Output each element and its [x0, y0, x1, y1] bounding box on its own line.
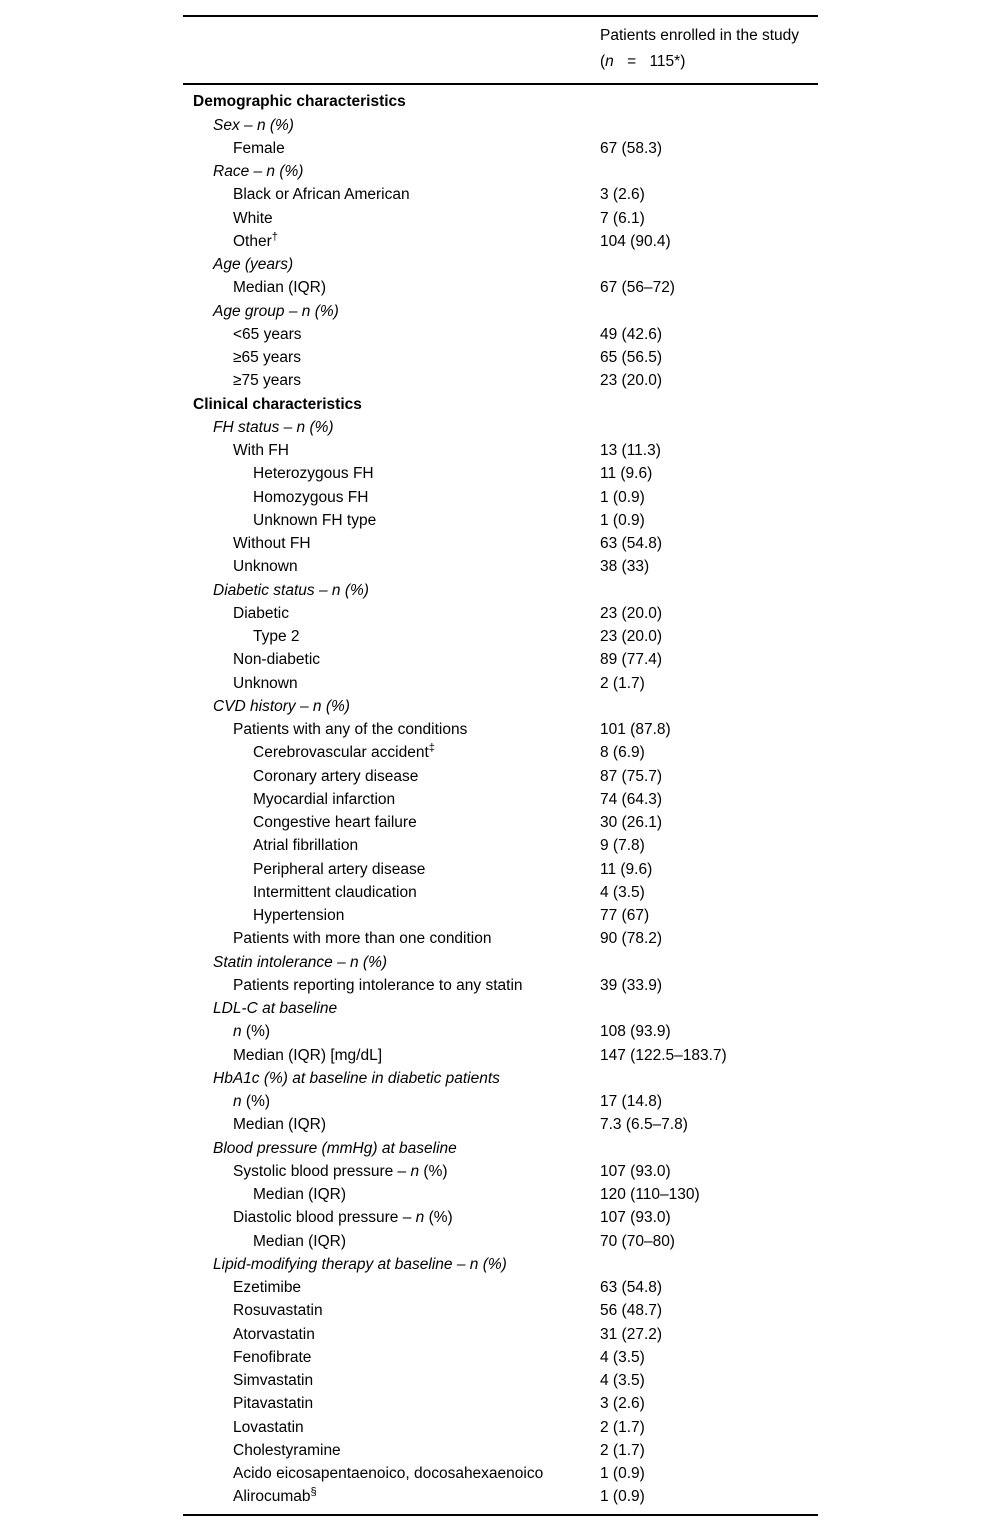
row-value: 65 (56.5) — [600, 349, 663, 367]
table-row — [183, 858, 818, 881]
table-row — [183, 997, 818, 1020]
row-label: HbA1c (%) at baseline in diabetic patients — [213, 1069, 500, 1087]
table-row — [183, 486, 818, 509]
row-label: n (%) — [233, 1093, 271, 1111]
row-label: Median (IQR) — [253, 1186, 347, 1204]
row-label: Median (IQR) — [233, 279, 327, 297]
row-value: 9 (7.8) — [600, 837, 645, 855]
row-value: 56 (48.7) — [600, 1302, 663, 1320]
row-label: Cholestyramine — [233, 1441, 341, 1459]
row-value: 2 (1.7) — [600, 1418, 645, 1436]
table-row — [183, 718, 818, 741]
row-label: Homozygous FH — [253, 488, 369, 506]
row-label: Pitavastatin — [233, 1395, 314, 1413]
row-value: 2 (1.7) — [600, 674, 645, 692]
row-value: 87 (75.7) — [600, 767, 663, 785]
table-row — [183, 90, 818, 113]
table-row — [183, 1276, 818, 1299]
row-value: 101 (87.8) — [600, 721, 671, 739]
table-row — [183, 765, 818, 788]
row-label: Cerebrovascular accident‡ — [253, 742, 435, 762]
baseline-characteristics-table — [183, 15, 818, 1516]
row-value: 13 (11.3) — [600, 442, 661, 460]
table-row — [183, 532, 818, 555]
row-label: Race – n (%) — [213, 163, 304, 181]
table-row — [183, 1439, 818, 1462]
row-label: Atrial fibrillation — [253, 837, 359, 855]
table-row — [183, 276, 818, 299]
row-label: Intermittent claudication — [253, 883, 417, 901]
row-label: Fenofibrate — [233, 1348, 312, 1366]
table-row — [183, 1020, 818, 1043]
row-value: 107 (93.0) — [600, 1209, 671, 1227]
row-label: Median (IQR) — [253, 1232, 347, 1250]
row-label: Myocardial infarction — [253, 790, 396, 808]
table-row — [183, 1323, 818, 1346]
row-label: Without FH — [233, 535, 311, 553]
row-label: Clinical characteristics — [193, 395, 362, 413]
row-label: Acido eicosapentaenoico, docosahexaenoico — [233, 1465, 544, 1483]
row-value: 107 (93.0) — [600, 1162, 671, 1180]
row-label: White — [233, 209, 273, 227]
table-row — [183, 509, 818, 532]
row-value: 38 (33) — [600, 558, 650, 576]
row-value: 4 (3.5) — [600, 883, 645, 901]
row-label: Diabetic status – n (%) — [213, 581, 369, 599]
table-row — [183, 602, 818, 625]
row-value: 67 (56–72) — [600, 279, 675, 297]
table-body — [183, 85, 818, 1513]
row-value: 4 (3.5) — [600, 1372, 645, 1390]
row-label: Unknown — [233, 674, 298, 692]
row-value: 67 (58.3) — [600, 139, 663, 157]
row-value: 23 (20.0) — [600, 372, 663, 390]
row-value: 23 (20.0) — [600, 604, 663, 622]
row-label: Peripheral artery disease — [253, 860, 426, 878]
row-value: 108 (93.9) — [600, 1023, 671, 1041]
row-value: 89 (77.4) — [600, 651, 663, 669]
row-value: 3 (2.6) — [600, 186, 645, 204]
table-row — [183, 1485, 818, 1508]
row-label: Sex – n (%) — [213, 116, 294, 134]
table-row — [183, 160, 818, 183]
row-label: Rosuvastatin — [233, 1302, 323, 1320]
table-row — [183, 788, 818, 811]
row-label: Black or African American — [233, 186, 410, 204]
row-value: 11 (9.6) — [600, 465, 653, 483]
table-row — [183, 1044, 818, 1067]
row-value: 1 (0.9) — [600, 511, 645, 529]
row-label: Ezetimibe — [233, 1279, 302, 1297]
table-row — [183, 416, 818, 439]
table-row — [183, 648, 818, 671]
row-value: 74 (64.3) — [600, 790, 663, 808]
row-label: Atorvastatin — [233, 1325, 315, 1343]
row-label: Diabetic — [233, 604, 289, 622]
row-label: Patients reporting intolerance to any statin — [233, 976, 523, 994]
row-value: 3 (2.6) — [600, 1395, 645, 1413]
table-row — [183, 672, 818, 695]
row-value: 7.3 (6.5–7.8) — [600, 1116, 688, 1134]
row-value: 8 (6.9) — [600, 744, 645, 762]
table-column-header — [183, 17, 818, 83]
table-row — [183, 1299, 818, 1322]
row-label: FH status – n (%) — [213, 418, 334, 436]
row-label: Hypertension — [253, 907, 345, 925]
table-row — [183, 114, 818, 137]
row-value: 1 (0.9) — [600, 1465, 645, 1483]
row-label: Statin intolerance – n (%) — [213, 953, 388, 971]
row-value: 70 (70–80) — [600, 1232, 675, 1250]
row-label: n (%) — [233, 1023, 271, 1041]
row-label: Demographic characteristics — [193, 93, 406, 111]
row-label: ≥75 years — [233, 372, 301, 390]
row-value: 63 (54.8) — [600, 535, 663, 553]
row-label: Alirocumab§ — [233, 1486, 317, 1506]
row-label: Female — [233, 139, 285, 157]
row-label: Other† — [233, 230, 278, 250]
row-label: Congestive heart failure — [253, 814, 417, 832]
row-value: 23 (20.0) — [600, 628, 663, 646]
table-row — [183, 1416, 818, 1439]
row-label: Non-diabetic — [233, 651, 321, 669]
table-row — [183, 951, 818, 974]
row-label: Median (IQR) — [233, 1116, 327, 1134]
row-label: Median (IQR) [mg/dL] — [233, 1046, 383, 1064]
row-label: Unknown — [233, 558, 298, 576]
row-label: Heterozygous FH — [253, 465, 374, 483]
row-label: Coronary artery disease — [253, 767, 419, 785]
table-row — [183, 462, 818, 485]
row-value: 30 (26.1) — [600, 814, 663, 832]
row-value: 1 (0.9) — [600, 1488, 645, 1506]
table-row — [183, 230, 818, 253]
row-value: 90 (78.2) — [600, 930, 663, 948]
row-label: Age (years) — [213, 256, 294, 274]
table-row — [183, 625, 818, 648]
table-row — [183, 1206, 818, 1229]
table-row — [183, 927, 818, 950]
row-value: 49 (42.6) — [600, 325, 663, 343]
row-value: 63 (54.8) — [600, 1279, 663, 1297]
table-row — [183, 1183, 818, 1206]
row-value: 4 (3.5) — [600, 1348, 645, 1366]
table-row — [183, 253, 818, 276]
table-row — [183, 695, 818, 718]
table-row — [183, 555, 818, 578]
table-row — [183, 369, 818, 392]
row-label: Simvastatin — [233, 1372, 314, 1390]
row-label: Lovastatin — [233, 1418, 304, 1436]
table-bottom-rule — [183, 1514, 818, 1516]
table-row — [183, 579, 818, 602]
row-label: <65 years — [233, 325, 302, 343]
column-header-line1: Patients enrolled in the study — [600, 26, 800, 44]
row-label: Patients with any of the conditions — [233, 721, 468, 739]
row-label: Unknown FH type — [253, 511, 377, 529]
row-label: Blood pressure (mmHg) at baseline — [213, 1139, 457, 1157]
table-row — [183, 811, 818, 834]
table-row — [183, 1369, 818, 1392]
table-row — [183, 1462, 818, 1485]
row-value: 17 (14.8) — [600, 1093, 663, 1111]
table-row — [183, 1253, 818, 1276]
table-row — [183, 1160, 818, 1183]
row-label: Systolic blood pressure – n (%) — [233, 1162, 448, 1180]
row-label: Lipid-modifying therapy at baseline – n (%) — [213, 1255, 507, 1273]
table-row — [183, 393, 818, 416]
table-row — [183, 1113, 818, 1136]
row-label: LDL-C at baseline — [213, 1000, 338, 1018]
row-value: 31 (27.2) — [600, 1325, 663, 1343]
table-row — [183, 346, 818, 369]
table-row — [183, 904, 818, 927]
row-label: Diastolic blood pressure – n (%) — [233, 1209, 453, 1227]
table-row — [183, 1346, 818, 1369]
row-label: Patients with more than one condition — [233, 930, 492, 948]
table-row — [183, 1067, 818, 1090]
table-row — [183, 1090, 818, 1113]
row-label: With FH — [233, 442, 289, 460]
row-value: 77 (67) — [600, 907, 650, 925]
row-label: ≥65 years — [233, 349, 301, 367]
table-row — [183, 183, 818, 206]
row-label: Type 2 — [253, 628, 300, 646]
table-row — [183, 1137, 818, 1160]
row-value: 7 (6.1) — [600, 209, 645, 227]
table-row — [183, 1392, 818, 1415]
table-row — [183, 300, 818, 323]
row-label: CVD history – n (%) — [213, 697, 350, 715]
row-value: 2 (1.7) — [600, 1441, 645, 1459]
column-header-line2: (n = 115*) — [600, 53, 686, 71]
table-row — [183, 439, 818, 462]
row-value: 147 (122.5–183.7) — [600, 1046, 727, 1064]
table-row — [183, 881, 818, 904]
table-row — [183, 974, 818, 997]
table-row — [183, 323, 818, 346]
table-row — [183, 137, 818, 160]
table-row — [183, 834, 818, 857]
row-value: 11 (9.6) — [600, 860, 653, 878]
table-row — [183, 741, 818, 764]
row-label: Age group – n (%) — [213, 302, 339, 320]
row-value: 1 (0.9) — [600, 488, 645, 506]
table-row — [183, 207, 818, 230]
row-value: 104 (90.4) — [600, 232, 671, 250]
table-row — [183, 1230, 818, 1253]
row-value: 39 (33.9) — [600, 976, 663, 994]
row-value: 120 (110–130) — [600, 1186, 700, 1204]
